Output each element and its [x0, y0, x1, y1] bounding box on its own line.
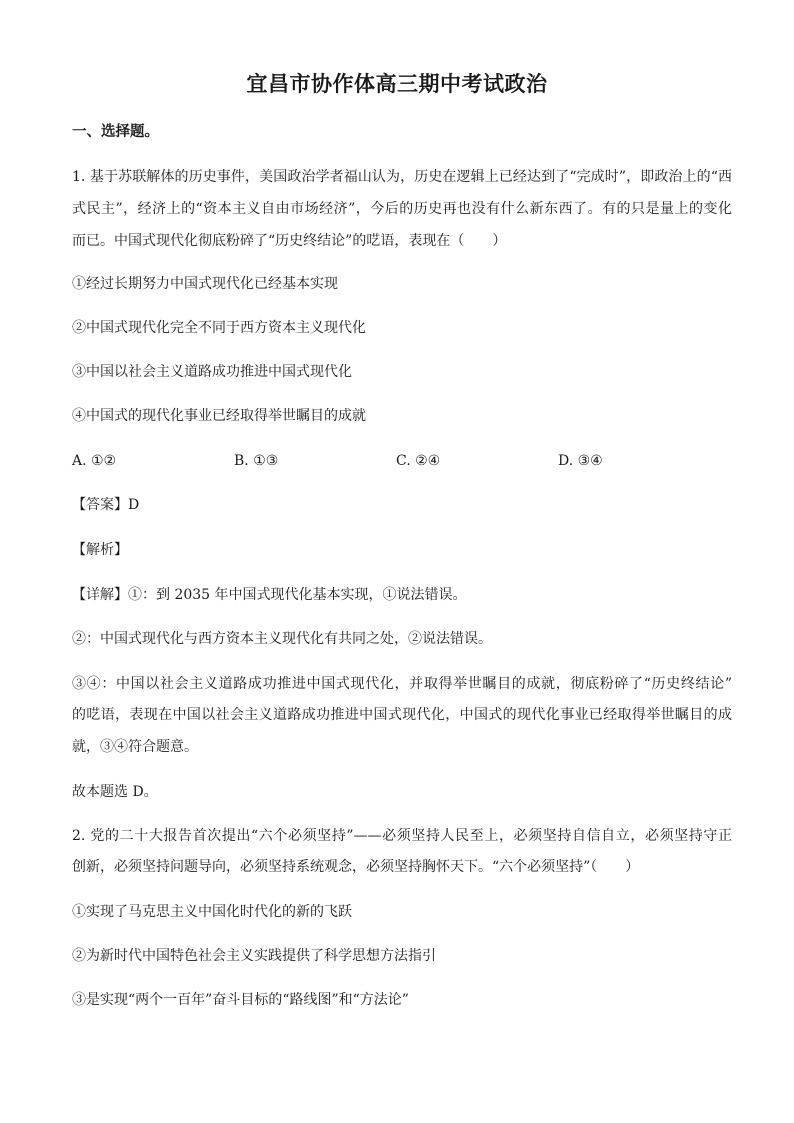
q2-statement-3: ③是实现“两个一百年”奋斗目标的“路线图”和“方法论” [72, 992, 409, 1008]
q1-option-a: A. ①② [72, 453, 117, 469]
q2-statement-1: ①实现了马克思主义中国化时代化的新的飞跃 [72, 904, 352, 920]
q1-detail-line-4: 的呓语，表现在中国以社会主义道路成功推进中国式现代化，中国式的现代化事业已经取得举世瞩目的成 [72, 707, 732, 723]
q1-stem-line-3: 而已。中国式现代化彻底粉碎了“历史终结论”的呓语，表现在（ ） [72, 233, 507, 249]
q1-stem-line-1: 1. 基于苏联解体的历史事件，美国政治学者福山认为，历史在逻辑上已经达到了“完成时”，即政治上的“西 [72, 169, 732, 185]
q2-statement-2: ②为新时代中国特色社会主义实践提供了科学思想方法指引 [72, 948, 436, 964]
q1-detail-line-2: ②：中国式现代化与西方资本主义现代化有共同之处，②说法错误。 [72, 631, 492, 647]
q1-statement-2: ②中国式现代化完全不同于西方资本主义现代化 [72, 320, 366, 336]
q1-statement-3: ③中国以社会主义道路成功推进中国式现代化 [72, 364, 352, 380]
q1-detail-line-1: 【详解】①：到 2035 年中国式现代化基本实现，①说法错误。 [72, 587, 467, 603]
q2-stem-line-1: 2. 党的二十大报告首次提出“六个必须坚持”——必须坚持人民至上，必须坚持自信自立，必须坚持守正 [72, 828, 732, 844]
q1-conclusion: 故本题选 D。 [72, 784, 158, 800]
q1-option-c: C. ②④ [396, 453, 441, 469]
q1-statement-4: ④中国式的现代化事业已经取得举世瞩目的成就 [72, 408, 366, 424]
q1-statement-1: ①经过长期努力中国式现代化已经基本实现 [72, 276, 338, 292]
q2-stem-line-2: 创新，必须坚持问题导向，必须坚持系统观念，必须坚持胸怀天下。“六个必须坚持”（ ） [72, 859, 640, 875]
q1-answer: 【答案】D [72, 497, 140, 513]
q1-analysis-label: 【解析】 [72, 542, 128, 558]
q1-detail-line-3: ③④：中国以社会主义道路成功推进中国式现代化，并取得举世瞩目的成就，彻底粉碎了“历史终结论” [72, 676, 732, 692]
page-title: 宜昌市协作体高三期中考试政治 [246, 71, 548, 96]
section-heading: 一、选择题。 [72, 123, 159, 140]
q1-stem-line-2: 式民主”，经济上的“资本主义自由市场经济”，今后的历史再也没有什么新东西了。有的只是量上的变化 [72, 201, 732, 217]
q1-option-d: D. ③④ [558, 453, 603, 469]
q1-option-b: B. ①③ [234, 453, 279, 469]
q1-detail-line-5: 就，③④符合题意。 [72, 739, 198, 755]
